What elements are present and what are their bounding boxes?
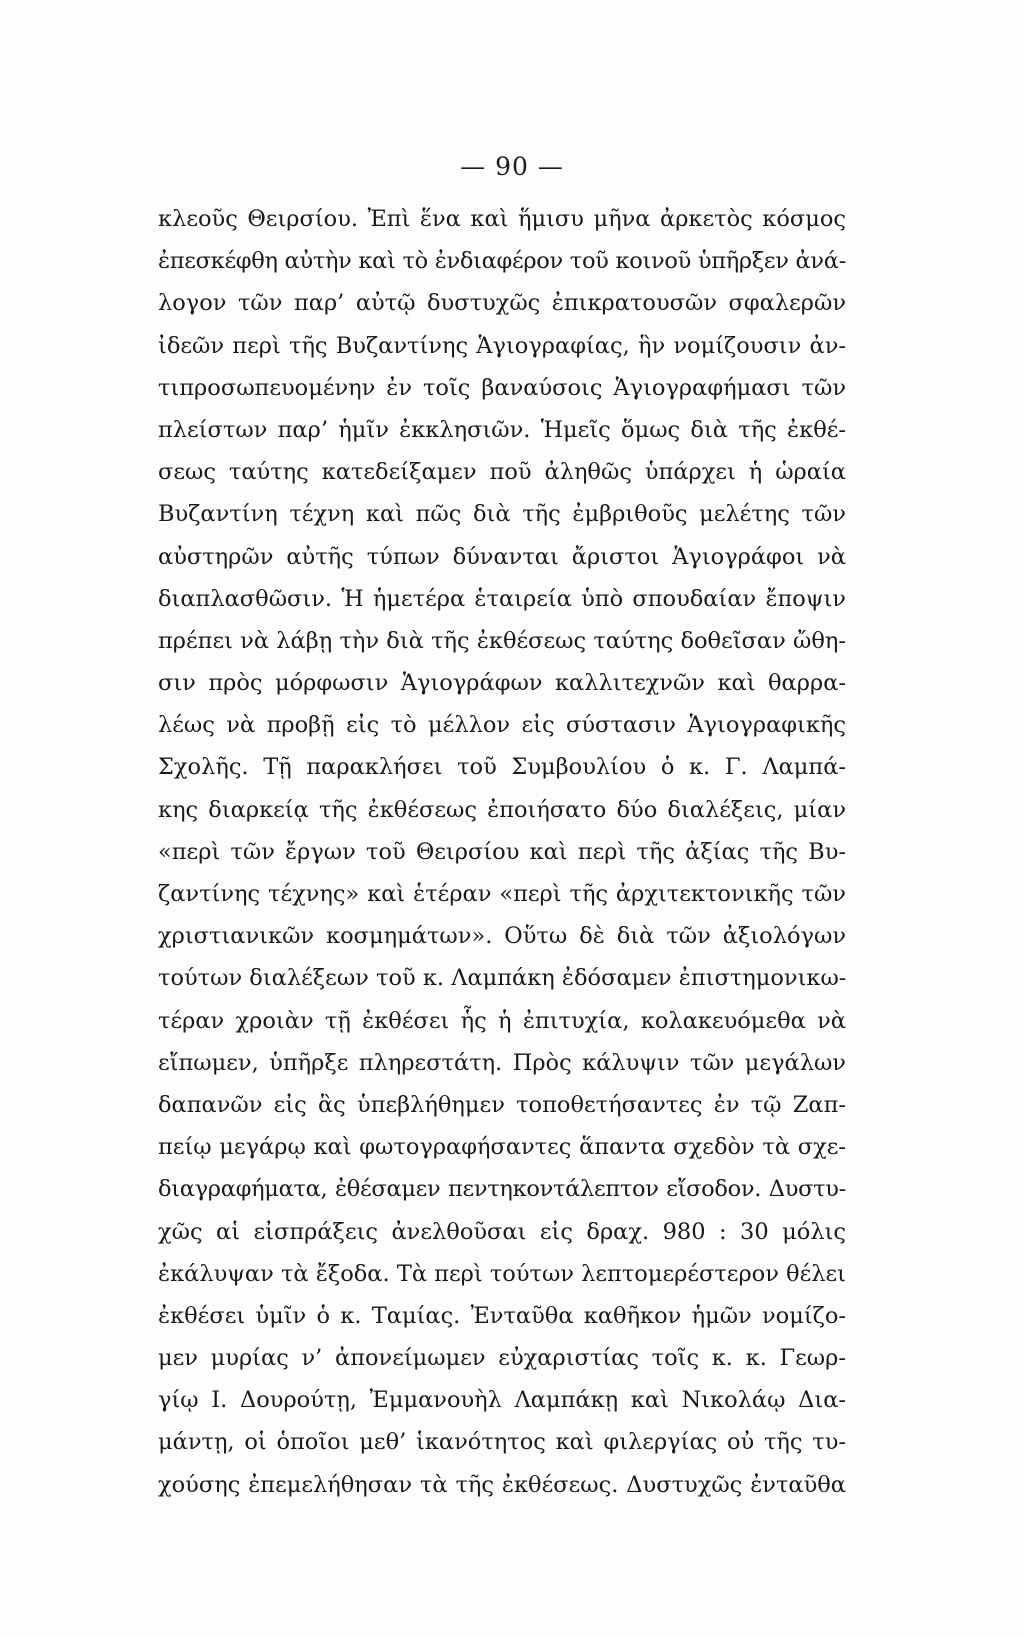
text-line: μάντῃ, οἱ ὁποῖοι μεθ’ ἱκανότητος καὶ φιλεργίας οὐ τῆς τυ- <box>158 1429 846 1456</box>
text-line: τέραν χροιὰν τῇ ἐκθέσει ἧς ἡ ἐπιτυχία, κολακευόμεθα νὰ <box>158 1007 846 1034</box>
text-line: κης διαρκείᾳ τῆς ἐκθέσεως ἐποιήσατο δύο διαλέξεις, μίαν <box>158 796 846 823</box>
text-line: πλείστων παρ’ ἡμῖν ἐκκλησιῶν. Ἡμεῖς ὅμως διὰ τῆς ἐκθέ- <box>158 416 846 443</box>
text-line: διαγραφήματα, ἐθέσαμεν πεντηκοντάλεπτον εἴσοδον. Δυστυ- <box>158 1176 846 1203</box>
text-line: διαπλασθῶσιν. Ἡ ἡμετέρα ἑταιρεία ὑπὸ σπουδαίαν ἔποψιν <box>158 585 846 612</box>
text-line: χούσης ἐπεμελήθησαν τὰ τῆς ἐκθέσεως. Δυστυχῶς ἐνταῦθα <box>158 1471 846 1498</box>
text-line: ἐπεσκέφθη αὐτὴν καὶ τὸ ἐνδιαφέρον τοῦ κοινοῦ ὑπῆρξεν ἀνά- <box>158 248 846 275</box>
text-line: Σχολῆς. Τῇ παρακλήσει τοῦ Συμβουλίου ὁ κ. Γ. Λαμπά- <box>158 754 846 781</box>
text-line: πρέπει νὰ λάβῃ τὴν διὰ τῆς ἐκθέσεως ταύτης δοθεῖσαν ὤθη- <box>158 627 846 654</box>
text-line: λέως νὰ προβῇ εἰς τὸ μέλλον εἰς σύστασιν Ἁγιογραφικῆς <box>158 712 846 739</box>
text-line: Βυζαντίνη τέχνη καὶ πῶς διὰ τῆς ἐμβριθοῦς μελέτης τῶν <box>158 501 846 528</box>
text-line: χριστιανικῶν κοσμημάτων». Οὕτω δὲ διὰ τῶν ἀξιολόγων <box>158 923 846 950</box>
text-line: ἐκθέσει ὑμῖν ὁ κ. Ταμίας. Ἐνταῦθα καθῆκον ἡμῶν νομίζο- <box>158 1302 846 1329</box>
text-line: ἰδεῶν περὶ τῆς Βυζαντίνης Ἁγιογραφίας, ἣν νομίζουσιν ἀν- <box>158 332 846 359</box>
text-line: μεν μυρίας ν’ ἀπονείμωμεν εὐχαριστίας τοῖς κ. κ. Γεωρ- <box>158 1345 846 1372</box>
text-line: γίῳ Ι. Δουρούτῃ, Ἐμμανουὴλ Λαμπάκῃ καὶ Νικολάῳ Δια- <box>158 1387 846 1414</box>
page-number: — 90 — <box>460 152 564 181</box>
text-line: «περὶ τῶν ἔργων τοῦ Θειρσίου καὶ περὶ τῆς ἀξίας τῆς Βυ- <box>158 838 846 865</box>
text-line: ζαντίνης τέχνης» καὶ ἑτέραν «περὶ τῆς ἀρχιτεκτονικῆς τῶν <box>158 881 846 907</box>
text-line: σιν πρὸς μόρφωσιν Ἁγιογράφων καλλιτεχνῶν καὶ θαρρα- <box>158 670 846 697</box>
text-line: εἴπωμεν, ὑπῆρξε πληρεστάτη. Πρὸς κάλυψιν τῶν μεγάλων <box>158 1049 846 1076</box>
body-text <box>158 198 846 1506</box>
text-line: χῶς αἱ εἰσπράξεις ἀνελθοῦσαι εἰς δραχ. 980 : 30 μόλις <box>158 1218 846 1245</box>
text-line: δαπανῶν εἰς ἃς ὑπεβλήθημεν τοποθετήσαντες ἐν τῷ Ζαπ- <box>158 1091 846 1118</box>
text-line: σεως ταύτης κατεδείξαμεν ποῦ ἀληθῶς ὑπάρχει ἡ ὡραία <box>158 459 846 486</box>
text-line: ἐκάλυψαν τὰ ἔξοδα. Τὰ περὶ τούτων λεπτομερέστερον θέλει <box>158 1260 846 1287</box>
text-line: πείῳ μεγάρῳ καὶ φωτογραφήσαντες ἅπαντα σχεδὸν τὰ σχε- <box>158 1134 846 1161</box>
text-line: αὐστηρῶν αὐτῆς τύπων δύνανται ἄριστοι Ἁγιογράφοι νὰ <box>158 543 846 570</box>
text-line: τιπροσωπευομένην ἐν τοῖς βαναύσοις Ἁγιογραφήμασι τῶν <box>158 374 846 401</box>
text-line: τούτων διαλέξεων τοῦ κ. Λαμπάκη ἐδόσαμεν ἐπιστημονικω- <box>158 965 847 992</box>
text-line: λογον τῶν παρ’ αὐτῷ δυστυχῶς ἐπικρατουσῶν σφαλερῶν <box>158 290 846 317</box>
text-line: κλεοῦς Θειρσίου. Ἐπὶ ἕνα καὶ ἥμισυ μῆνα ἀρκετὸς κόσμος <box>158 206 846 232</box>
